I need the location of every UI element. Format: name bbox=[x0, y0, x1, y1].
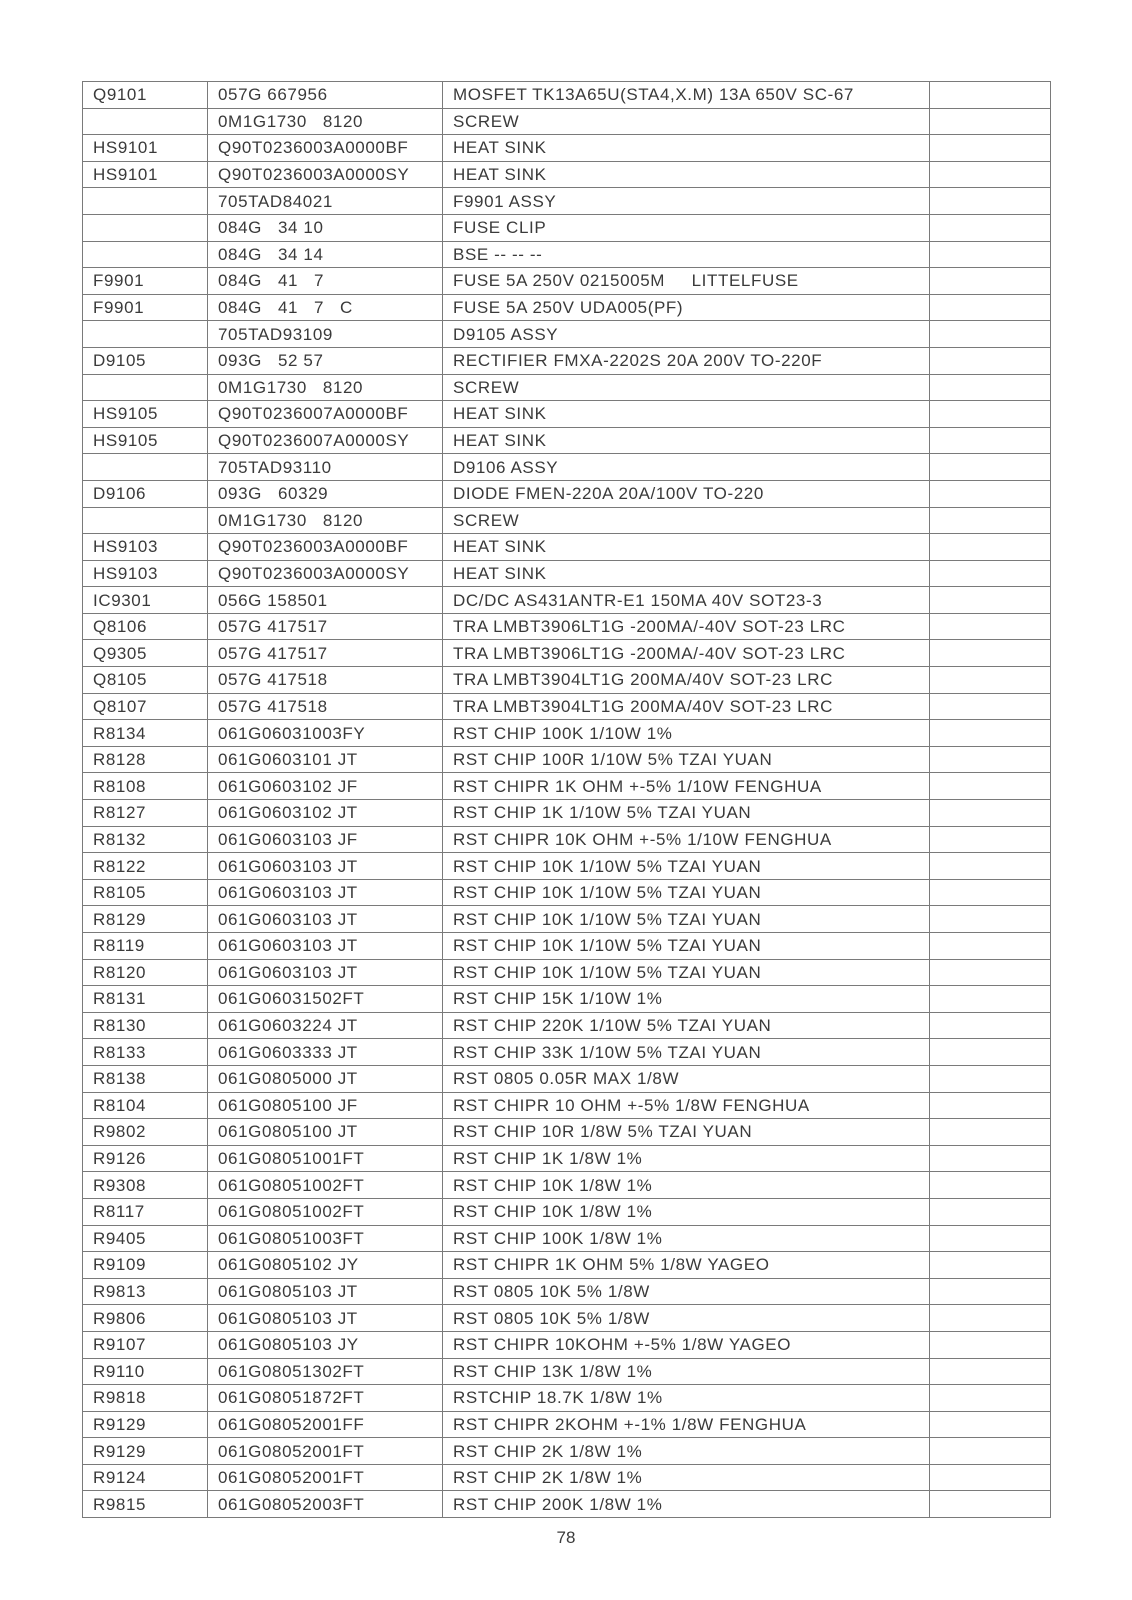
reference-designator-cell bbox=[83, 454, 208, 481]
description-cell: F9901 ASSY bbox=[443, 188, 930, 215]
table-row bbox=[83, 986, 1051, 1013]
description-cell: RST CHIP 1K 1/8W 1% bbox=[443, 1145, 930, 1172]
remark-cell bbox=[930, 933, 1051, 960]
description-cell: RST CHIP 2K 1/8W 1% bbox=[443, 1438, 930, 1465]
description-cell: RST CHIP 10K 1/10W 5% TZAI YUAN bbox=[443, 933, 930, 960]
part-number-cell: Q90T0236003A0000BF bbox=[208, 135, 443, 162]
reference-designator-cell: R9806 bbox=[83, 1305, 208, 1332]
description-cell: TRA LMBT3906LT1G -200MA/-40V SOT-23 LRC bbox=[443, 640, 930, 667]
reference-designator-cell: R9126 bbox=[83, 1145, 208, 1172]
table-row bbox=[83, 1145, 1051, 1172]
table-row bbox=[83, 879, 1051, 906]
remark-cell bbox=[930, 268, 1051, 295]
table-row bbox=[83, 906, 1051, 933]
description-cell: HEAT SINK bbox=[443, 427, 930, 454]
description-cell: RST CHIP 200K 1/8W 1% bbox=[443, 1491, 930, 1518]
part-number-cell: 0M1G1730 8120 bbox=[208, 374, 443, 401]
remark-cell bbox=[930, 879, 1051, 906]
part-number-cell: 061G08051001FT bbox=[208, 1145, 443, 1172]
part-number-cell: 061G06031502FT bbox=[208, 986, 443, 1013]
remark-cell bbox=[930, 188, 1051, 215]
table-row bbox=[83, 613, 1051, 640]
part-number-cell: Q90T0236003A0000BF bbox=[208, 534, 443, 561]
part-number-cell: 084G 34 14 bbox=[208, 241, 443, 268]
part-number-cell: 061G0603102 JF bbox=[208, 773, 443, 800]
remark-cell bbox=[930, 1039, 1051, 1066]
table-row bbox=[83, 1438, 1051, 1465]
description-cell: SCREW bbox=[443, 507, 930, 534]
description-cell: RECTIFIER FMXA-2202S 20A 200V TO-220F bbox=[443, 347, 930, 374]
description-cell: RST 0805 0.05R MAX 1/8W bbox=[443, 1065, 930, 1092]
remark-cell bbox=[930, 135, 1051, 162]
part-number-cell: 061G0603103 JT bbox=[208, 853, 443, 880]
remark-cell bbox=[930, 640, 1051, 667]
table-row bbox=[83, 294, 1051, 321]
description-cell: RST CHIPR 10 OHM +-5% 1/8W FENGHUA bbox=[443, 1092, 930, 1119]
table-row bbox=[83, 454, 1051, 481]
remark-cell bbox=[930, 1305, 1051, 1332]
remark-cell bbox=[930, 1411, 1051, 1438]
description-cell: FUSE 5A 250V 0215005M LITTELFUSE bbox=[443, 268, 930, 295]
reference-designator-cell: F9901 bbox=[83, 294, 208, 321]
table-row bbox=[83, 1012, 1051, 1039]
reference-designator-cell: D9106 bbox=[83, 480, 208, 507]
table-row bbox=[83, 1039, 1051, 1066]
reference-designator-cell: R9109 bbox=[83, 1252, 208, 1279]
reference-designator-cell: R8127 bbox=[83, 800, 208, 827]
reference-designator-cell bbox=[83, 188, 208, 215]
table-row bbox=[83, 1491, 1051, 1518]
description-cell: RST CHIP 100R 1/10W 5% TZAI YUAN bbox=[443, 746, 930, 773]
remark-cell bbox=[930, 773, 1051, 800]
remark-cell bbox=[930, 427, 1051, 454]
remark-cell bbox=[930, 534, 1051, 561]
table-row bbox=[83, 1225, 1051, 1252]
reference-designator-cell: HS9101 bbox=[83, 161, 208, 188]
description-cell: RSTCHIP 18.7K 1/8W 1% bbox=[443, 1385, 930, 1412]
table-row bbox=[83, 693, 1051, 720]
table-row bbox=[83, 1358, 1051, 1385]
reference-designator-cell: HS9103 bbox=[83, 534, 208, 561]
reference-designator-cell: R9110 bbox=[83, 1358, 208, 1385]
reference-designator-cell: R9124 bbox=[83, 1464, 208, 1491]
remark-cell bbox=[930, 454, 1051, 481]
remark-cell bbox=[930, 1252, 1051, 1279]
remark-cell bbox=[930, 214, 1051, 241]
description-cell: RST 0805 10K 5% 1/8W bbox=[443, 1278, 930, 1305]
reference-designator-cell: D9105 bbox=[83, 347, 208, 374]
part-number-cell: 705TAD93110 bbox=[208, 454, 443, 481]
reference-designator-cell bbox=[83, 241, 208, 268]
reference-designator-cell: R9107 bbox=[83, 1331, 208, 1358]
remark-cell bbox=[930, 1491, 1051, 1518]
description-cell: SCREW bbox=[443, 374, 930, 401]
part-number-cell: 057G 417518 bbox=[208, 667, 443, 694]
remark-cell bbox=[930, 667, 1051, 694]
reference-designator-cell bbox=[83, 507, 208, 534]
reference-designator-cell: R8131 bbox=[83, 986, 208, 1013]
reference-designator-cell: Q9101 bbox=[83, 82, 208, 109]
part-number-cell: 061G0603103 JT bbox=[208, 879, 443, 906]
reference-designator-cell bbox=[83, 108, 208, 135]
description-cell: RST CHIP 10K 1/8W 1% bbox=[443, 1198, 930, 1225]
part-number-cell: 061G0805103 JY bbox=[208, 1331, 443, 1358]
remark-cell bbox=[930, 1092, 1051, 1119]
table-row bbox=[83, 1172, 1051, 1199]
remark-cell bbox=[930, 986, 1051, 1013]
description-cell: DC/DC AS431ANTR-E1 150MA 40V SOT23-3 bbox=[443, 587, 930, 614]
table-row bbox=[83, 640, 1051, 667]
table-row bbox=[83, 746, 1051, 773]
remark-cell bbox=[930, 401, 1051, 428]
remark-cell bbox=[930, 1464, 1051, 1491]
description-cell: DIODE FMEN-220A 20A/100V TO-220 bbox=[443, 480, 930, 507]
table-row bbox=[83, 1331, 1051, 1358]
table-row bbox=[83, 720, 1051, 747]
remark-cell bbox=[930, 826, 1051, 853]
table-row bbox=[83, 773, 1051, 800]
remark-cell bbox=[930, 321, 1051, 348]
description-cell: RST CHIP 220K 1/10W 5% TZAI YUAN bbox=[443, 1012, 930, 1039]
part-number-cell: 061G0603103 JF bbox=[208, 826, 443, 853]
description-cell: RST CHIP 10K 1/10W 5% TZAI YUAN bbox=[443, 906, 930, 933]
description-cell: RST CHIP 2K 1/8W 1% bbox=[443, 1464, 930, 1491]
part-number-cell: 057G 417517 bbox=[208, 640, 443, 667]
reference-designator-cell: R8122 bbox=[83, 853, 208, 880]
remark-cell bbox=[930, 1358, 1051, 1385]
remark-cell bbox=[930, 480, 1051, 507]
part-number-cell: 061G0603101 JT bbox=[208, 746, 443, 773]
description-cell: RST CHIP 10R 1/8W 5% TZAI YUAN bbox=[443, 1119, 930, 1146]
description-cell: RST CHIP 1K 1/10W 5% TZAI YUAN bbox=[443, 800, 930, 827]
table-row bbox=[83, 1305, 1051, 1332]
description-cell: RST CHIP 33K 1/10W 5% TZAI YUAN bbox=[443, 1039, 930, 1066]
part-number-cell: 061G08051002FT bbox=[208, 1172, 443, 1199]
description-cell: HEAT SINK bbox=[443, 135, 930, 162]
remark-cell bbox=[930, 161, 1051, 188]
part-number-cell: 061G08052003FT bbox=[208, 1491, 443, 1518]
remark-cell bbox=[930, 1438, 1051, 1465]
reference-designator-cell bbox=[83, 374, 208, 401]
description-cell: MOSFET TK13A65U(STA4,X.M) 13A 650V SC-67 bbox=[443, 82, 930, 109]
part-number-cell: 061G08051002FT bbox=[208, 1198, 443, 1225]
description-cell: RST CHIPR 1K OHM 5% 1/8W YAGEO bbox=[443, 1252, 930, 1279]
reference-designator-cell: R9813 bbox=[83, 1278, 208, 1305]
table-row bbox=[83, 347, 1051, 374]
reference-designator-cell bbox=[83, 321, 208, 348]
description-cell: RST CHIPR 1K OHM +-5% 1/10W FENGHUA bbox=[443, 773, 930, 800]
reference-designator-cell: R8138 bbox=[83, 1065, 208, 1092]
description-cell: FUSE 5A 250V UDA005(PF) bbox=[443, 294, 930, 321]
reference-designator-cell: R8134 bbox=[83, 720, 208, 747]
table-row bbox=[83, 241, 1051, 268]
table-row bbox=[83, 1065, 1051, 1092]
reference-designator-cell: Q8105 bbox=[83, 667, 208, 694]
description-cell: RST CHIPR 10K OHM +-5% 1/10W FENGHUA bbox=[443, 826, 930, 853]
table-row bbox=[83, 1278, 1051, 1305]
parts-list-body bbox=[83, 82, 1051, 1518]
reference-designator-cell: HS9105 bbox=[83, 401, 208, 428]
reference-designator-cell: R8117 bbox=[83, 1198, 208, 1225]
remark-cell bbox=[930, 1145, 1051, 1172]
description-cell: RST CHIP 15K 1/10W 1% bbox=[443, 986, 930, 1013]
description-cell: TRA LMBT3904LT1G 200MA/40V SOT-23 LRC bbox=[443, 693, 930, 720]
reference-designator-cell: R8105 bbox=[83, 879, 208, 906]
reference-designator-cell: R9818 bbox=[83, 1385, 208, 1412]
reference-designator-cell: R9129 bbox=[83, 1438, 208, 1465]
part-number-cell: 057G 417518 bbox=[208, 693, 443, 720]
remark-cell bbox=[930, 720, 1051, 747]
part-number-cell: 061G08051872FT bbox=[208, 1385, 443, 1412]
part-number-cell: 084G 41 7 bbox=[208, 268, 443, 295]
table-row bbox=[83, 1092, 1051, 1119]
description-cell: SCREW bbox=[443, 108, 930, 135]
reference-designator-cell: HS9101 bbox=[83, 135, 208, 162]
part-number-cell: 084G 34 10 bbox=[208, 214, 443, 241]
description-cell: D9105 ASSY bbox=[443, 321, 930, 348]
remark-cell bbox=[930, 1278, 1051, 1305]
reference-designator-cell: R9405 bbox=[83, 1225, 208, 1252]
table-row bbox=[83, 161, 1051, 188]
table-row bbox=[83, 108, 1051, 135]
reference-designator-cell: R8108 bbox=[83, 773, 208, 800]
reference-designator-cell: R9129 bbox=[83, 1411, 208, 1438]
part-number-cell: Q90T0236003A0000SY bbox=[208, 560, 443, 587]
table-row bbox=[83, 560, 1051, 587]
part-number-cell: 061G08052001FT bbox=[208, 1438, 443, 1465]
description-cell: RST CHIP 10K 1/8W 1% bbox=[443, 1172, 930, 1199]
part-number-cell: 056G 158501 bbox=[208, 587, 443, 614]
remark-cell bbox=[930, 613, 1051, 640]
table-row bbox=[83, 321, 1051, 348]
remark-cell bbox=[930, 693, 1051, 720]
remark-cell bbox=[930, 82, 1051, 109]
remark-cell bbox=[930, 1172, 1051, 1199]
table-row bbox=[83, 826, 1051, 853]
reference-designator-cell: R8133 bbox=[83, 1039, 208, 1066]
remark-cell bbox=[930, 1012, 1051, 1039]
reference-designator-cell: IC9301 bbox=[83, 587, 208, 614]
description-cell: HEAT SINK bbox=[443, 161, 930, 188]
description-cell: BSE -- -- -- bbox=[443, 241, 930, 268]
description-cell: RST CHIP 10K 1/10W 5% TZAI YUAN bbox=[443, 879, 930, 906]
part-number-cell: 705TAD93109 bbox=[208, 321, 443, 348]
remark-cell bbox=[930, 374, 1051, 401]
table-row bbox=[83, 374, 1051, 401]
table-row bbox=[83, 853, 1051, 880]
part-number-cell: Q90T0236007A0000BF bbox=[208, 401, 443, 428]
reference-designator-cell: R8130 bbox=[83, 1012, 208, 1039]
part-number-cell: Q90T0236007A0000SY bbox=[208, 427, 443, 454]
part-number-cell: 061G0603103 JT bbox=[208, 959, 443, 986]
reference-designator-cell: HS9105 bbox=[83, 427, 208, 454]
remark-cell bbox=[930, 560, 1051, 587]
part-number-cell: 061G0805000 JT bbox=[208, 1065, 443, 1092]
description-cell: HEAT SINK bbox=[443, 534, 930, 561]
part-number-cell: 061G0805100 JT bbox=[208, 1119, 443, 1146]
reference-designator-cell bbox=[83, 214, 208, 241]
remark-cell bbox=[930, 1385, 1051, 1412]
remark-cell bbox=[930, 294, 1051, 321]
table-row bbox=[83, 401, 1051, 428]
part-number-cell: 061G08052001FF bbox=[208, 1411, 443, 1438]
part-number-cell: 057G 667956 bbox=[208, 82, 443, 109]
description-cell: FUSE CLIP bbox=[443, 214, 930, 241]
table-row bbox=[83, 1464, 1051, 1491]
part-number-cell: 061G0603333 JT bbox=[208, 1039, 443, 1066]
remark-cell bbox=[930, 587, 1051, 614]
table-row bbox=[83, 188, 1051, 215]
reference-designator-cell: Q9305 bbox=[83, 640, 208, 667]
part-number-cell: 093G 60329 bbox=[208, 480, 443, 507]
part-number-cell: 057G 417517 bbox=[208, 613, 443, 640]
table-row bbox=[83, 507, 1051, 534]
reference-designator-cell: HS9103 bbox=[83, 560, 208, 587]
part-number-cell: 061G0603224 JT bbox=[208, 1012, 443, 1039]
remark-cell bbox=[930, 800, 1051, 827]
part-number-cell: 061G0805100 JF bbox=[208, 1092, 443, 1119]
reference-designator-cell: R8128 bbox=[83, 746, 208, 773]
table-row bbox=[83, 1411, 1051, 1438]
reference-designator-cell: R9802 bbox=[83, 1119, 208, 1146]
part-number-cell: 0M1G1730 8120 bbox=[208, 507, 443, 534]
remark-cell bbox=[930, 1119, 1051, 1146]
part-number-cell: 0M1G1730 8120 bbox=[208, 108, 443, 135]
table-row bbox=[83, 1119, 1051, 1146]
table-row bbox=[83, 214, 1051, 241]
remark-cell bbox=[930, 108, 1051, 135]
reference-designator-cell: R8129 bbox=[83, 906, 208, 933]
table-row bbox=[83, 82, 1051, 109]
reference-designator-cell: R9308 bbox=[83, 1172, 208, 1199]
table-row bbox=[83, 1252, 1051, 1279]
parts-list-sheet bbox=[82, 81, 1050, 1518]
description-cell: RST CHIP 100K 1/8W 1% bbox=[443, 1225, 930, 1252]
part-number-cell: 061G0805102 JY bbox=[208, 1252, 443, 1279]
table-row bbox=[83, 268, 1051, 295]
remark-cell bbox=[930, 906, 1051, 933]
table-row bbox=[83, 933, 1051, 960]
page-number: 78 bbox=[556, 1528, 576, 1547]
table-row bbox=[83, 480, 1051, 507]
part-number-cell: 061G0603103 JT bbox=[208, 933, 443, 960]
reference-designator-cell: R8104 bbox=[83, 1092, 208, 1119]
remark-cell bbox=[930, 241, 1051, 268]
description-cell: D9106 ASSY bbox=[443, 454, 930, 481]
description-cell: RST 0805 10K 5% 1/8W bbox=[443, 1305, 930, 1332]
reference-designator-cell: R9815 bbox=[83, 1491, 208, 1518]
remark-cell bbox=[930, 853, 1051, 880]
description-cell: RST CHIPR 10KOHM +-5% 1/8W YAGEO bbox=[443, 1331, 930, 1358]
table-row bbox=[83, 534, 1051, 561]
description-cell: RST CHIPR 2KOHM +-1% 1/8W FENGHUA bbox=[443, 1411, 930, 1438]
reference-designator-cell: F9901 bbox=[83, 268, 208, 295]
remark-cell bbox=[930, 347, 1051, 374]
remark-cell bbox=[930, 1065, 1051, 1092]
table-row bbox=[83, 587, 1051, 614]
parts-list-table bbox=[82, 81, 1051, 1518]
description-cell: RST CHIP 10K 1/10W 5% TZAI YUAN bbox=[443, 853, 930, 880]
reference-designator-cell: Q8106 bbox=[83, 613, 208, 640]
part-number-cell: 061G08051003FT bbox=[208, 1225, 443, 1252]
part-number-cell: 705TAD84021 bbox=[208, 188, 443, 215]
reference-designator-cell: Q8107 bbox=[83, 693, 208, 720]
description-cell: TRA LMBT3906LT1G -200MA/-40V SOT-23 LRC bbox=[443, 613, 930, 640]
remark-cell bbox=[930, 746, 1051, 773]
part-number-cell: 061G0805103 JT bbox=[208, 1278, 443, 1305]
table-row bbox=[83, 800, 1051, 827]
part-number-cell: 061G06031003FY bbox=[208, 720, 443, 747]
description-cell: TRA LMBT3904LT1G 200MA/40V SOT-23 LRC bbox=[443, 667, 930, 694]
reference-designator-cell: R8119 bbox=[83, 933, 208, 960]
table-row bbox=[83, 1198, 1051, 1225]
part-number-cell: 084G 41 7 C bbox=[208, 294, 443, 321]
remark-cell bbox=[930, 1225, 1051, 1252]
description-cell: RST CHIP 13K 1/8W 1% bbox=[443, 1358, 930, 1385]
description-cell: HEAT SINK bbox=[443, 560, 930, 587]
table-row bbox=[83, 959, 1051, 986]
remark-cell bbox=[930, 1198, 1051, 1225]
remark-cell bbox=[930, 507, 1051, 534]
remark-cell bbox=[930, 959, 1051, 986]
part-number-cell: 061G08052001FT bbox=[208, 1464, 443, 1491]
reference-designator-cell: R8132 bbox=[83, 826, 208, 853]
part-number-cell: Q90T0236003A0000SY bbox=[208, 161, 443, 188]
table-row bbox=[83, 1385, 1051, 1412]
part-number-cell: 061G08051302FT bbox=[208, 1358, 443, 1385]
description-cell: RST CHIP 100K 1/10W 1% bbox=[443, 720, 930, 747]
part-number-cell: 061G0603102 JT bbox=[208, 800, 443, 827]
part-number-cell: 093G 52 57 bbox=[208, 347, 443, 374]
reference-designator-cell: R8120 bbox=[83, 959, 208, 986]
table-row bbox=[83, 427, 1051, 454]
description-cell: HEAT SINK bbox=[443, 401, 930, 428]
part-number-cell: 061G0805103 JT bbox=[208, 1305, 443, 1332]
description-cell: RST CHIP 10K 1/10W 5% TZAI YUAN bbox=[443, 959, 930, 986]
table-row bbox=[83, 667, 1051, 694]
table-row bbox=[83, 135, 1051, 162]
part-number-cell: 061G0603103 JT bbox=[208, 906, 443, 933]
remark-cell bbox=[930, 1331, 1051, 1358]
